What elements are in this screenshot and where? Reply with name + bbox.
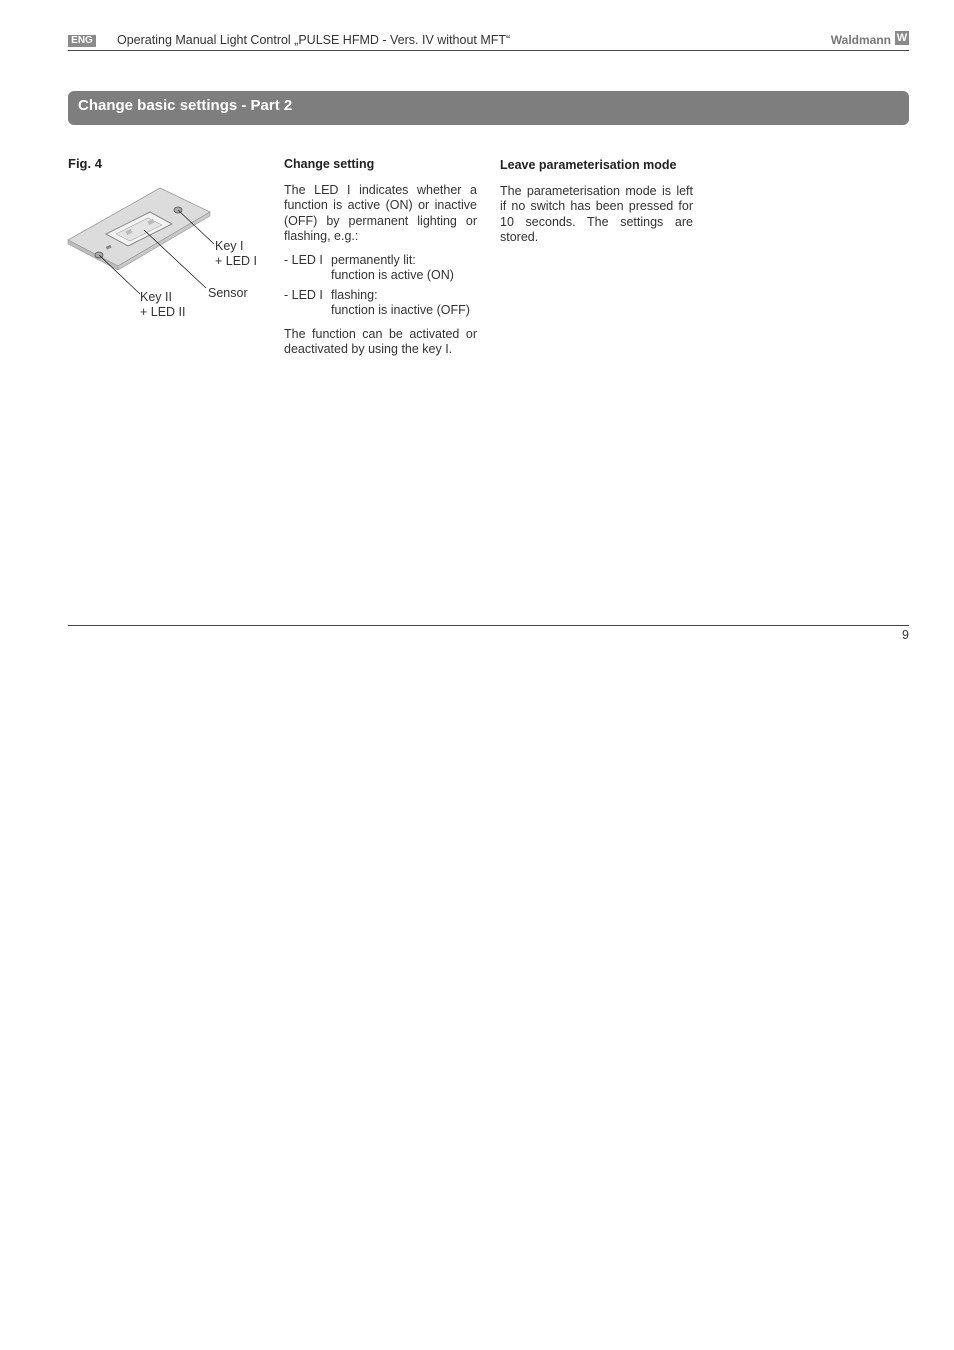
key-2-label: Key II	[140, 290, 172, 304]
change-setting-outro: The function can be activated or deactivated by using the key I.	[284, 326, 477, 356]
led-2-label: + LED II	[140, 305, 186, 319]
led-item-line2: function is inactive (OFF)	[331, 303, 470, 317]
change-setting-intro: The LED I indicates whether a function is active (ON) or inactive (OFF) by permanent lighting or flashing, e.g.:	[284, 182, 477, 243]
brand-logo-icon: W	[896, 32, 908, 44]
language-badge: ENG	[68, 35, 96, 47]
led-1-label: + LED I	[215, 254, 258, 268]
change-setting-column	[284, 157, 477, 366]
led-item-line2: function is active (ON)	[331, 268, 454, 282]
led-item	[284, 288, 477, 319]
leave-mode-heading: Leave parameterisation mode	[500, 158, 677, 172]
sensor-label: Sensor	[208, 286, 248, 300]
figure-label: Fig. 4	[68, 156, 102, 171]
brand-name: Waldmann	[830, 33, 891, 47]
led-item-line1: permanently lit:	[331, 252, 416, 267]
leave-mode-column	[500, 158, 693, 254]
page-number: 9	[902, 628, 909, 642]
leave-mode-text: The parameterisation mode is left if no switch has been pressed for 10 seconds. The settings are stored.	[500, 183, 693, 244]
leader-sensor	[144, 230, 206, 288]
section-header	[68, 91, 909, 125]
footer-divider	[68, 625, 909, 626]
change-setting-heading: Change setting	[284, 157, 375, 171]
document-title: Operating Manual Light Control „PULSE HFMD - Vers. IV without MFT“	[117, 33, 511, 47]
section-title: Change basic settings - Part 2	[78, 97, 293, 114]
led-item-key: - LED I	[284, 252, 323, 267]
led-item-key: - LED I	[284, 287, 323, 302]
led-item-desc	[331, 288, 470, 319]
key-1-label: Key I	[215, 239, 244, 253]
led-item-line1: flashing:	[331, 287, 378, 302]
led-item-desc	[331, 253, 454, 284]
led-item	[284, 253, 477, 284]
page-header	[68, 32, 909, 51]
